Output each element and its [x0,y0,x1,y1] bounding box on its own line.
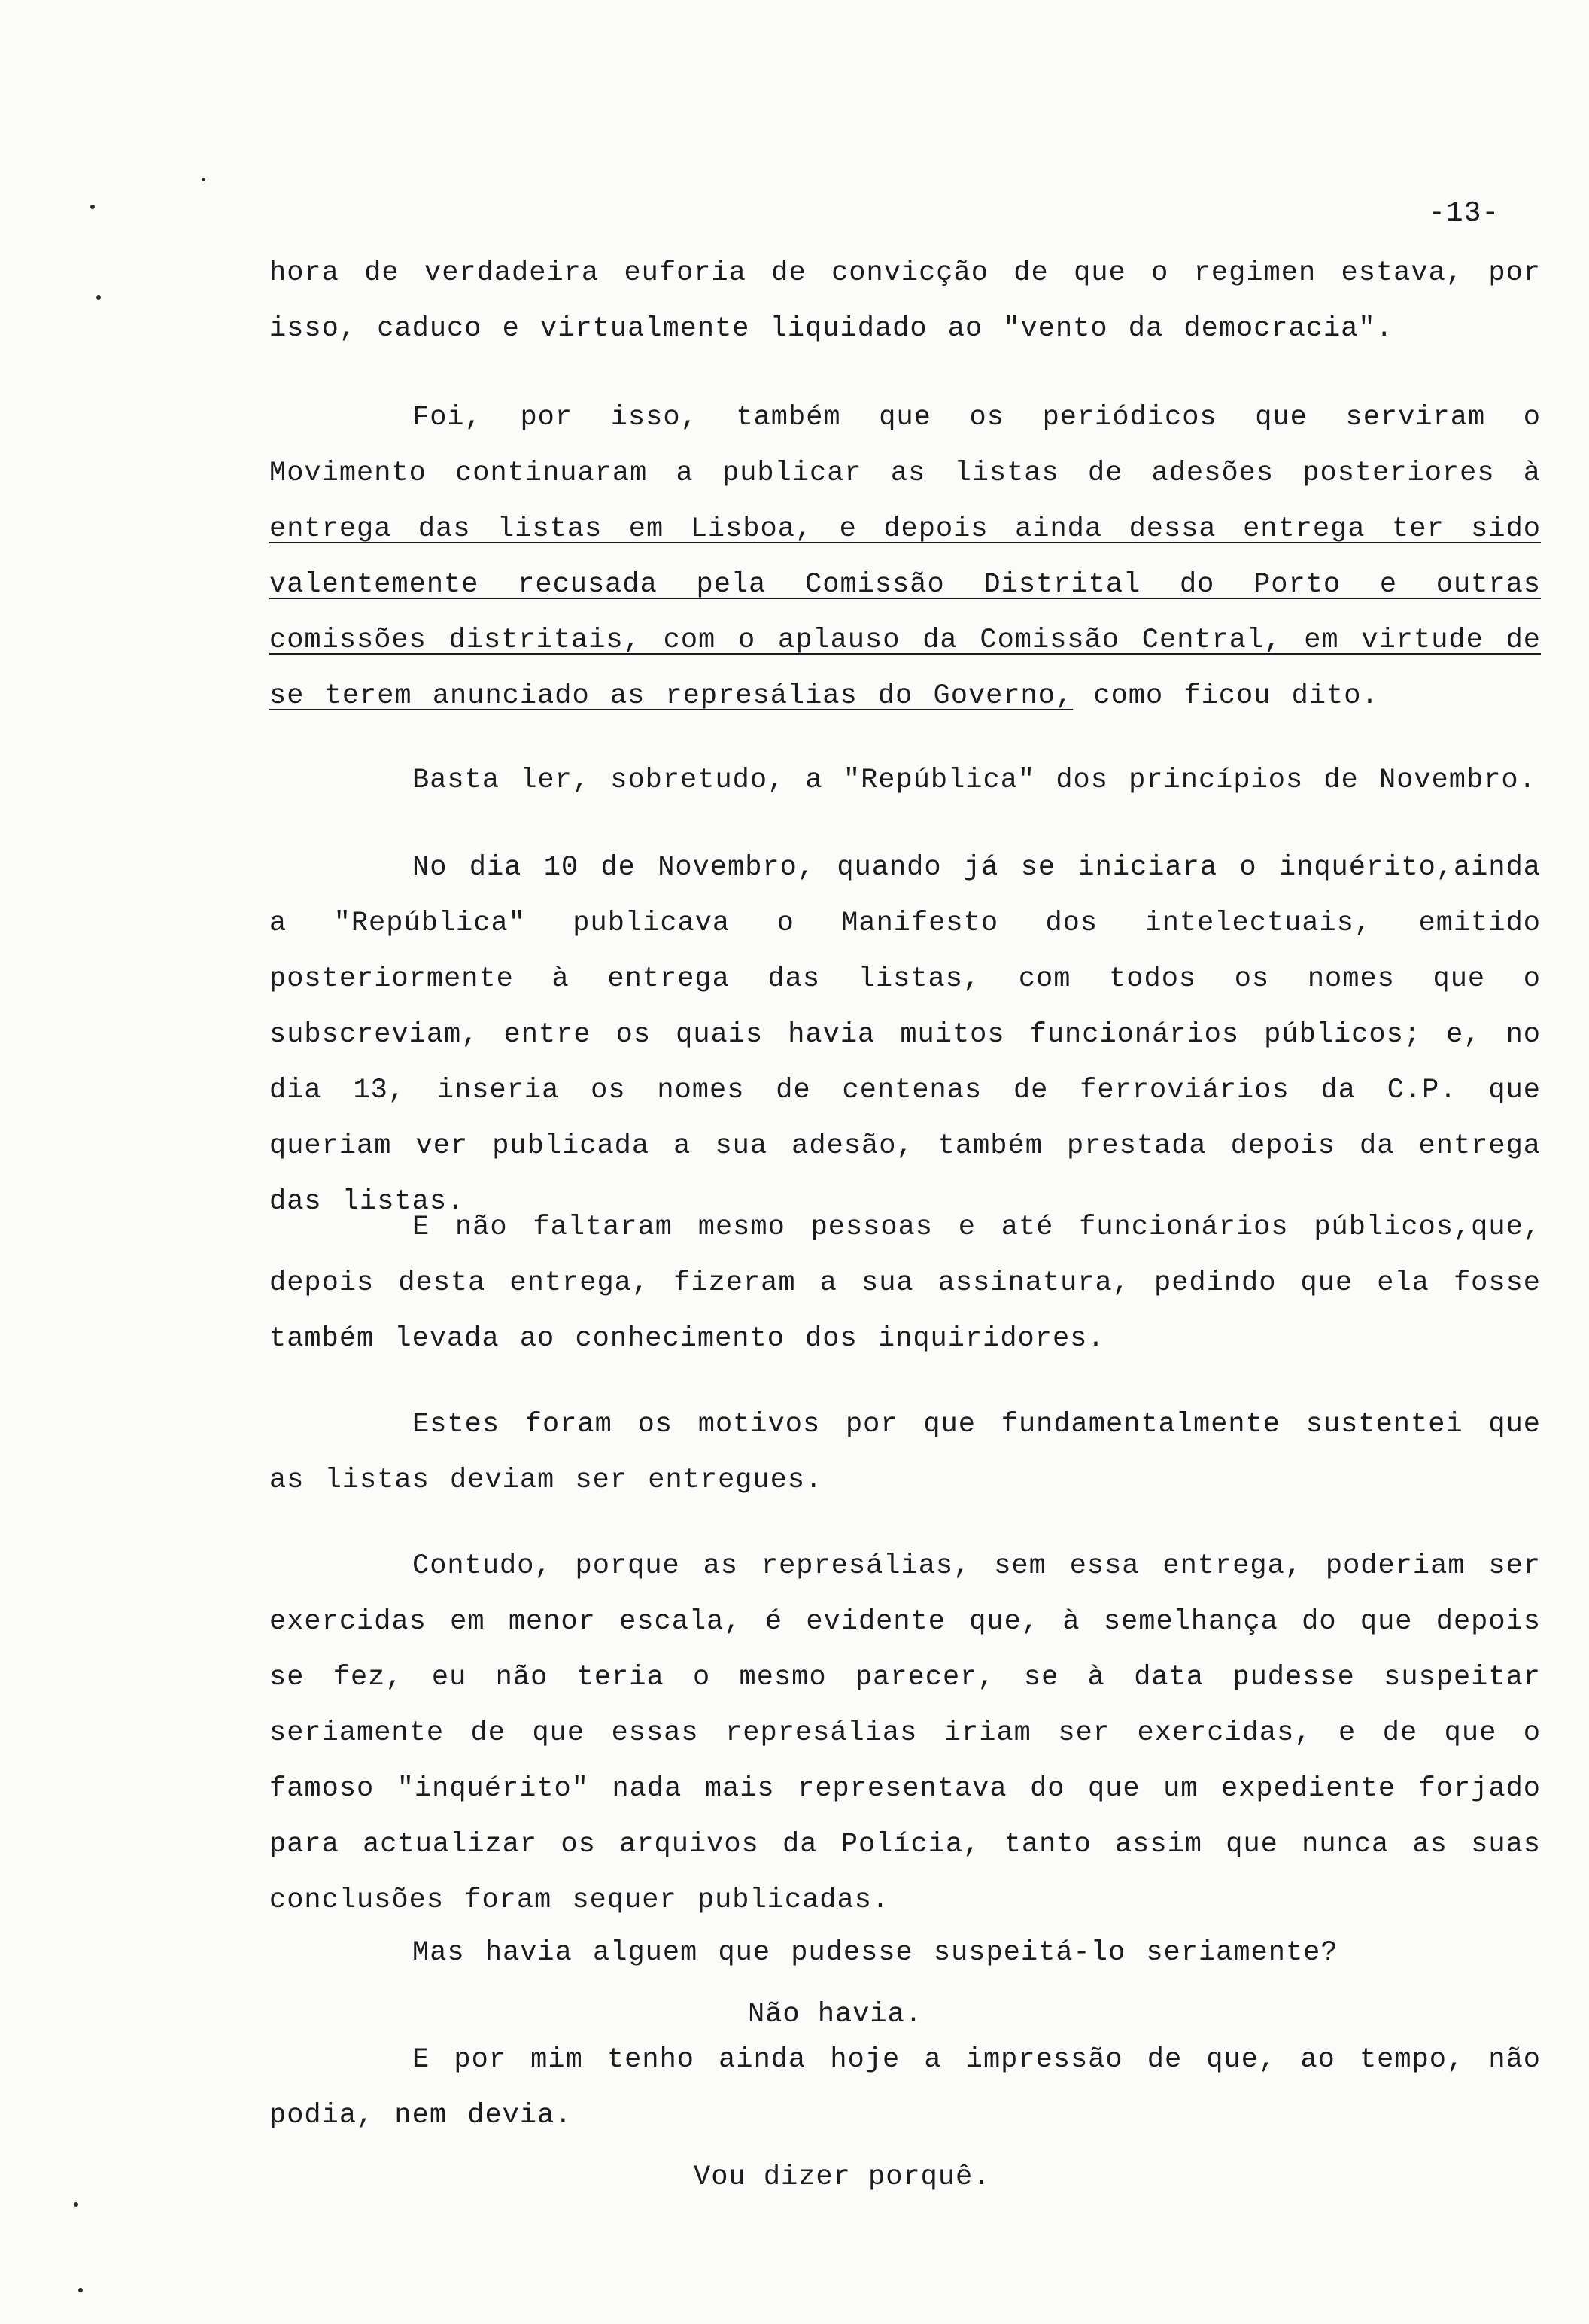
paper-speck [202,178,205,181]
paper-speck [90,205,95,209]
paragraph-3: Basta ler, sobretudo, a "República" dos princípios de Novembro. [412,765,1536,796]
paragraph-5: E não faltaram mesmo pessoas e até funcionários públicos,que, depois desta entrega, fizeram a sua assinatura, pedindo que ela fosse também levada ao conhecimento dos inquiridores. [269,1212,1541,1355]
paragraph-1: hora de verdadeira euforia de convicção de que o regimen estava, por isso, caduco e virtualmente liquidado ao "vento da democracia". [269,257,1541,345]
paragraph-2-underlined: entrega das listas em Lisboa, e depois ainda dessa entrega ter sido valentemente recusada pela Comissão Distrital do Porto e outras comissões distritais, com o aplauso da Comissão Central, em virtude de se terem anunciado as represálias do Governo, [269,513,1541,712]
paragraph-2-start: Foi, por isso, também que os periódicos que serviram o Movimento continuaram a publicar as listas de adesões posteriores à [269,402,1541,489]
paragraph-2-end: como ficou dito. [1073,680,1379,712]
paper-speck [96,295,101,300]
paper-speck [74,2202,78,2207]
paragraph-9: Não havia. [748,1999,923,2030]
paragraph-10: E por mim tenho ainda hoje a impressão de que, ao tempo, não podia, nem devia. [269,2044,1541,2131]
paragraph-4: No dia 10 de Novembro, quando já se iniciara o inquérito,ainda a "República" publicava o Manifesto dos intelectuais, emitido posteriormente à entrega das listas, com todos os nomes que o subscreviam, entre os quais havia muitos funcionários públicos; e, no dia 13, inseria os nomes de centenas de ferroviários da C.P. que queriam ver publicada a sua adesão, também prestada depois da entrega das listas. [269,852,1541,1218]
paragraph-2 [269,390,1541,724]
paragraph-6: Estes foram os motivos por que fundamentalmente sustentei que as listas deviam ser entregues. [269,1409,1541,1496]
paragraph-8: Mas havia alguem que pudesse suspeitá-lo seriamente? [412,1937,1338,1969]
paper-speck [78,2288,83,2292]
paragraph-11: Vou dizer porquê. [694,2161,991,2193]
page-number: -13- [1428,197,1500,230]
paragraph-7: Contudo, porque as represálias, sem essa entrega, poderiam ser exercidas em menor escala, é evidente que, à semelhança do que depois se fez, eu não teria o mesmo parecer, se à data pudesse suspeitar seriamente de que essas represálias iriam ser exercidas, e de que o famoso "inquérito" nada mais representava do que um expediente forjado para actualizar os arquivos da Polícia, tanto assim que nunca as suas conclusões foram sequer publicadas. [269,1550,1541,1916]
